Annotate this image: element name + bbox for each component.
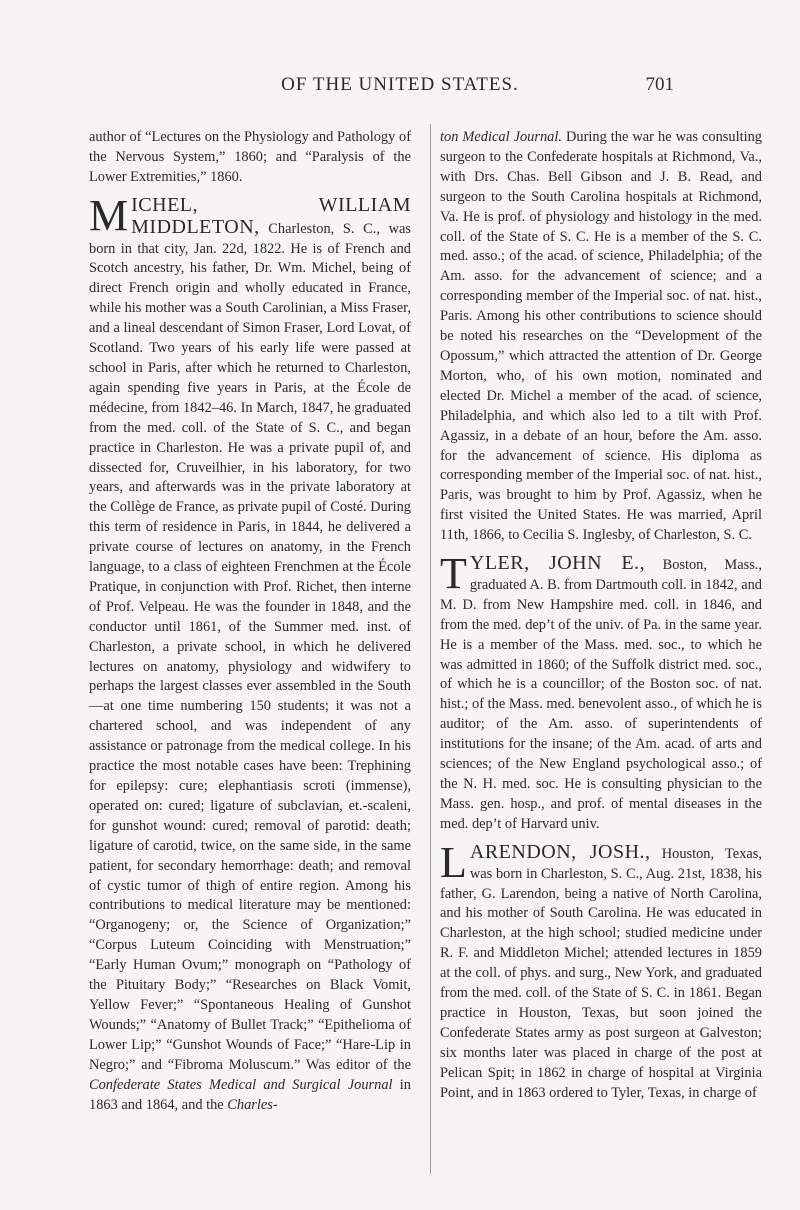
entry-body-end: in 1863 and 1864, and the [89, 1076, 411, 1113]
running-head [0, 74, 800, 102]
entry-larendon [440, 837, 762, 1104]
journal-title-charleston: Charles- [227, 1096, 278, 1113]
journal-title: Confederate States Medical and Surgical Journal [89, 1076, 393, 1093]
entry-heading: ARENDON, JOSH., [469, 840, 651, 863]
left-column [89, 128, 411, 1115]
entry-michel-continuation [440, 128, 762, 546]
drop-cap: T [440, 549, 467, 599]
paragraph-continuation: author of “Lectures on the Physiology and Pathology of the Nervous System,” 1860; and “Paralysis of the Lower Extremities,” 1860. [89, 129, 411, 185]
drop-cap: M [89, 190, 129, 240]
right-column [440, 128, 762, 1104]
entry-larendon-text [440, 837, 762, 1104]
entry-michel-cont-body: During the war he was consulting surgeon to the Confederate hospitals at Richmond, Va., with Drs. Chas. Bell Gibson and J. B. Read, and surgeon to the South Carolina hospitals at Richmond, Va. He is prof. of physiology and histology in the med. coll. of the State of S. C. He is a member of the S. C. med. asso.; of the acad. of science, Philadelphia; of the Am. asso. for the advancement of science; and a corresponding member of the Imperial soc. of nat. hist., Paris. Among his other contributions to science should be noted his researches on the “Development of the Opossum,” which attracted the attention of Dr. George Morton, who, of his own motion, nominated and elected Dr. Michel a member of the acad. of science, Philadelphia, and which also led to a tilt with Prof. Agassiz, in a debate of an hour, before the Am. asso. for the advancement of science. His diploma as corresponding member of the Imperial soc. of nat. hist., Paris, was brought to him by Prof. Agassiz, when he first visited the United States. He was married, April 11th, 1866, to Cecilia S. Inglesby, of Charleston, S. C. [440, 129, 762, 544]
column-divider [430, 124, 431, 1174]
entry-tyler [440, 549, 762, 835]
entry-heading: YLER, JOHN E., [469, 552, 646, 575]
drop-cap: L [440, 837, 467, 887]
entry-tyler-text [440, 549, 762, 835]
entry-heading: ICHEL, WILLIAM MIDDLETON, [131, 193, 411, 238]
entry-body: Boston, Mass., graduated A. B. from Dartmouth coll. in 1842, and M. D. from New Hampshire med. coll. in 1846, and from the med. dep’t of the univ. of Pa. in the same year. He is a member of the Mass. med. soc., to which he was admitted in 1860; of the Suffolk district med. soc., of which he is a councillor; of the Boston soc. of nat. hist.; of the Mass. med. benevolent asso., of which he is auditor; of the Am. asso. of superintendents of institutions for the insane; of the Am. acad. of arts and sciences; of the New England psychological asso.; of the N. H. med. soc. He is consulting physician to the Mass. gen. hosp., and prof. of mental diseases in the med. dep’t of Harvard univ. [440, 557, 762, 832]
entry-michel [89, 190, 411, 1116]
running-title: OF THE UNITED STATES. [281, 74, 519, 95]
entry-michel-text [89, 190, 411, 1116]
entry-body: Charleston, S. C., was born in that city, Jan. 22d, 1822. He is of French and Scotch ancestry, his father, Dr. Wm. Michel, being of direct French origin and wholly educated in France, while his mother was a South Carolinian, a Miss Fraser, and a lineal descendant of Simon Fraser, Lord Lovat, of Scotland. Two years of his early life were passed at school in Paris, after which he returned to Charleston, again spending five years in Paris, at the École de médecine, from 1842–46. In March, 1847, he graduated from the med. coll. of the State of S. C., and began practice in Charleston. He was a private pupil of, and dissected for, Cruveilhier, in his laboratory, for two years, and afterwards was in the private laboratory at the Collège de France, as private pupil of Costé. During this term of residence in Paris, in 1844, he delivered a private course of lectures on anatomy, in the French language, to a class of eighteen Frenchmen at the École Pratique, in conjunction with Prof. Richet, then interne of Prof. Velpeau. He was the founder in 1848, and the conductor until 1861, of the Summer med. inst. of Charleston, a private school, in which he delivered lectures on anatomy, physiology and widwifery to perhaps the largest classes ever assembled in the South—at one time numbering 150 students; it was not a chartered school, and was independent of any assistance or patronage from the medical college. In his practice the most notable cases have been: Trephining for epilepsy: cure; elephantiasis scroti (immense), operated on: cured; ligature of subclavian, et.-scaleni, for gunshot wound: cured; removal of parotid: death; ligature of carotid, twice, on the same side, in the same patient, for secondary hemorrhage: death; and removal of cystic tumor of thigh of entire region. Among his contributions to medical literature may be mentioned: “Organogeny; or, the Science of Organization;” “Corpus Luteum Coinciding with Menstruation;” “Early Human Ovum;” monograph on “Pathology of the Pituitary Body;” “Researches on Black Vomit, Yellow Fever;” “Spontaneous Healing of Gunshot Wounds;” “Anatomy of Bullet Track;” “Epithelioma of Lower Lip;” “Gunshot Wounds of Face;” “Hare-Lip in Negro;” and “Fibroma Moluscum.” Was editor of the [89, 220, 411, 1073]
entry-body: Houston, Texas, was born in Charleston, S. C., Aug. 21st, 1838, his father, G. Larendon, being a native of North Carolina, and his mother of South Carolina. He was educated in Charleston, at the high school; studied medicine under R. F. and Middleton Michel; attended lectures in 1859 at the coll. of phys. and surg., New York, and graduated from the med. coll. of the State of S. C. in 1861. Began practice in Houston, Texas, but soon joined the Confederate States army as post surgeon at Galveston; six months later was placed in charge of the post at Pelican Spit; in 1862 in charge of hospital at Virginia Point, and in 1863 ordered to Tyler, Texas, in charge of [440, 845, 762, 1101]
journal-title-end: ton Medical Journal. [440, 129, 562, 145]
page-number: 701 [645, 74, 674, 95]
